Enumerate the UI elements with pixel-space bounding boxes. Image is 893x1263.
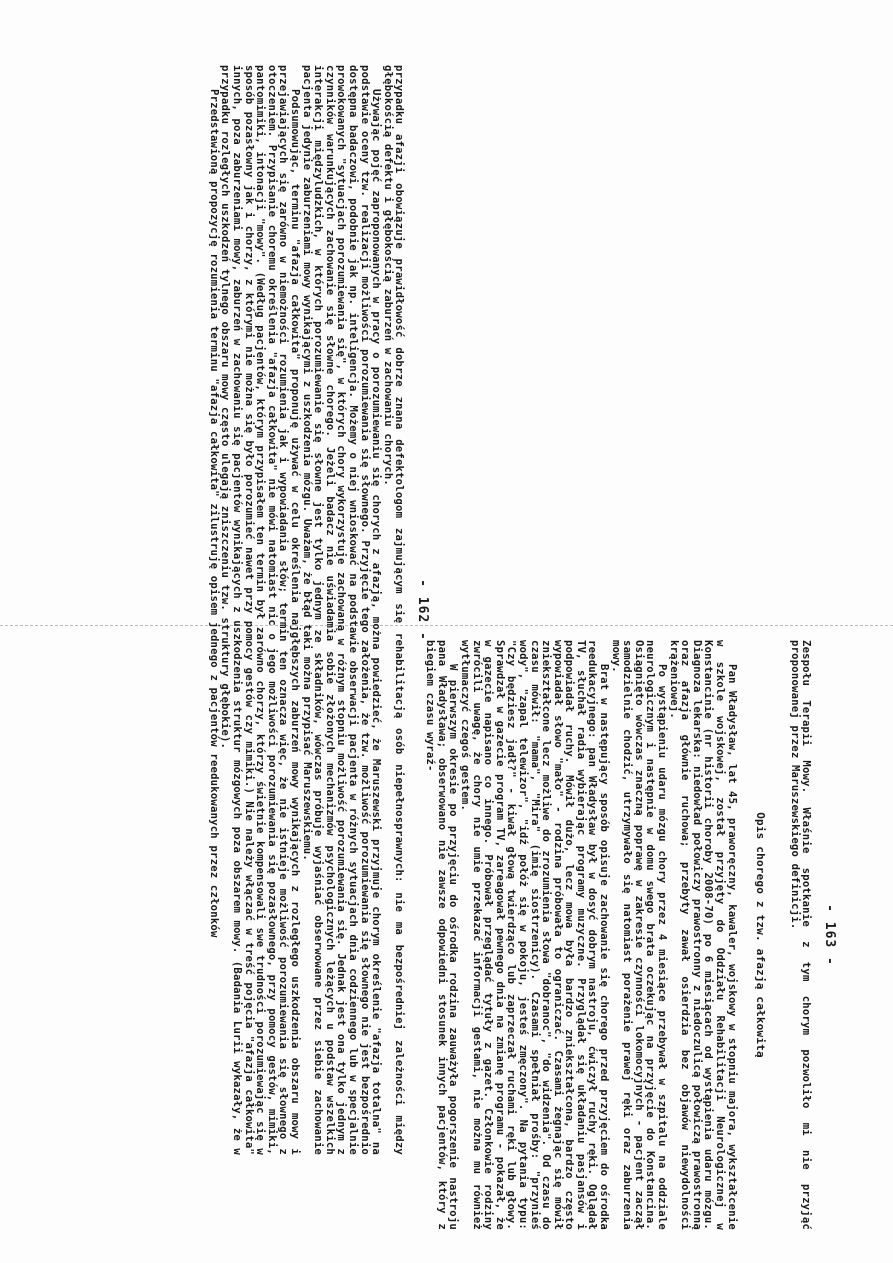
paragraph: Przedstawioną propozycję rozumienia terminu "afazja całkowita" zilustruję opisem jednego z pacjentów reedukowanych przez członków: [207, 89, 220, 938]
paragraph: Brat w następujący sposób opisuje zachowanie się chorego przed przyjęciem do ośrodka reedukacyjnego: pan Władysław był w dosyć dobrym nastroju, ćwiczył ruchy ręki. Oglądał TV, słuchał radia wybierając programy muzyczne. Przyglądał się układaniu pasjansów i podpowiadał ruchy. Mówił dużo, lecz mowa była bardzo zniekształcona, bardzo często wypowiadał słowo "mało" - rodzina próbowała to ograniczać. Czasami żegnając się mówił zniekształcone lecz możliwe do zrozumienia słowa "dobranoc", "do widzenia". Od czasu do czasu mówił: "mama", "Mira" (imię siostrzenicy). Czasami spełniał prośby: "przynieś wody", "zapal telewizor", "idź połóż się w pokoju, jesteś zmęczony". Na pytania typu: "Czy będziesz jadł?" - kiwał głową twierdząco lub zaprzeczał ruchami ręki lub głowy. Sprawdzał w gazecie program TV, zareagował pewnego dnia na zmianę programu - pokazał, że w gazecie napisano co innego. Próbował przeglądać tytuły z gazet. Członkowie rodziny zwrócili uwagę, że chory nie umie przekazać informacji gestami, nie można mu również wytłumaczyć czegoś gestem.: [458, 640, 611, 1230]
section-heading: Opis chorego z tzw. afazją całkowitą: [754, 812, 768, 1058]
paragraph: Zespołu Terapii Mowy. Właśnie spotkanie z tym chorym pozwoliło mi nie przyjąć proponowanej przez Maruszewskiego definicji.: [788, 640, 813, 1230]
page-number: - 162 -: [415, 579, 430, 641]
paragraph: Po wystąpieniu udaru mózgu chory przez 4 miesiące przebywał w szpitalu na oddziale neurologicznym i następnie w domu swego brata oczekując na przyjęcie do Konstancina. Osiągnięto wówczas znaczną poprawę w zakresie czynności lokomocyjnych - pacjent zaczął samodzielnie chodzić, utrzymywało się natomiast porażenie prawej ręki oraz zaburzenia mowy.: [609, 640, 669, 1230]
paragraph: Podsumowując, terminu "afazja całkowita" proponuję używać w celu określenia najgłębszych zaburzeń mowy wynikających z rozległego uszkodzenia obszaru mowy i przejawiających się zarówno w niemożności rozumienia jak i wypowiadania słów; termin ten oznacza więc, że nie istnieje możliwość porozumiewania się słownego z otoczeniem. Przypisanie choremu określenia "afazja całkowita" nie mówi natomiast nic o jego możliwości porozumiewania się pozasłownego, przy pomocy gestów, mimiki, pantomimiki, intonacji "mowy". (Według pacjentów, którym przypisałem ten termin był zarówno chorzy, którzy świetnie kompensowali swe trudności porozumiewając się w sposób pozasłowny jak i chorzy, z którymi nie można się było porozumieć nawet przy pomocy gestów czy mimiki.) Nie należy włączać w treść pojęcia "afazja całkowita" innych, poza zaburzeniami mowy, zaburzeń w zachowaniu się pacjentów wynikających z uszkodzenia struktur mózgowych poza obszarem mowy. (Badania Lurii wykazały, że w przypadku rozległych uszkodzeń tylnego obszaru mowy często ulegają zniszczeniu tzw. struktury głębokie).: [219, 65, 302, 1155]
paragraph: Pan Władysław, lat 45, praworęczny, kawaler, wojskowy w stopniu majora, wykształcenie w szkole wojskowej, został przyjęty do Oddziału Rehabilitacji Neurologicznej w Konstancinie (nr historii choroby 2008-70) po 6 miesiącach od wystąpienia udaru mózgu. Diagnoza lekarska: niedowład połowiczy prawostronny z niedoczulicą połowiczą prawostronną oraz afazja głównie ruchowa; przebyty zawał osierdzia bez objawów niewydolności krążeniowej.: [667, 640, 738, 1230]
page-163: [105, 640, 835, 1230]
page-number: - 163 -: [822, 904, 837, 966]
paragraph: W pierwszym okresie po przyjęciu do ośrodka rodzina zauważyła pogorszenie nastroju pana Władysława; obserwowano nie zawsze odpowiedni stosunek innych pacjentów, który z biegiem czasu wyraź-: [424, 640, 460, 1230]
paragraph: Używając pojęć zaproponowanych w pracy o porozumiewaniu się chorych z afazją, można powiedzieć, że Maruszewski przyjmuje chorym określenie "afazja totalna" na podstawie oceny tzw. realizacji możliwości porozumiewania się słownego. Przyjęcie tego założenia, że tzw. możliwość porozumiewania się słownego nie jest bezpośrednio dostępna badaczowi, podobnie jak np. inteligencja. Możemy o niej wnioskować na podstawie obserwacji pacjenta w różnych sytuacjach dnia codziennego lub w specjalnie prowokowanych "sytuacjach porozumiewania się", w których chory wykorzystuje zachowaną w różnym stopniu możliwość porozumiewania się. Jednak jest ona tylko jednym z czynników warunkujących zachowanie się słowne chorego. Jeżeli badacz nie uświadamia sobie złożonych mechanizmów psychologicznych leżących u podstaw wszelkich interakcji międzyludzkich, w których porozumiewanie się słowne jest tylko jednym ze składników, wówczas próbuje wyjaśniać obserwowane przez siebie zachowanie pacjenta jedynie zaburzeniami mowy wynikającymi z uszkodzenia mózgu. Uważam, że błąd taki można przypisać Maruszewskiemu.: [300, 65, 383, 1155]
paragraph: przypadku afazji obowiązuje prawidłowość dobrze znana defektologom zajmującym się rehabilitacją osób niepełnosprawnych: nie ma bezpośredniej zależności między głębokością defektu i głębokością zaburzeń w zachowaniu chorych.: [381, 65, 406, 1155]
